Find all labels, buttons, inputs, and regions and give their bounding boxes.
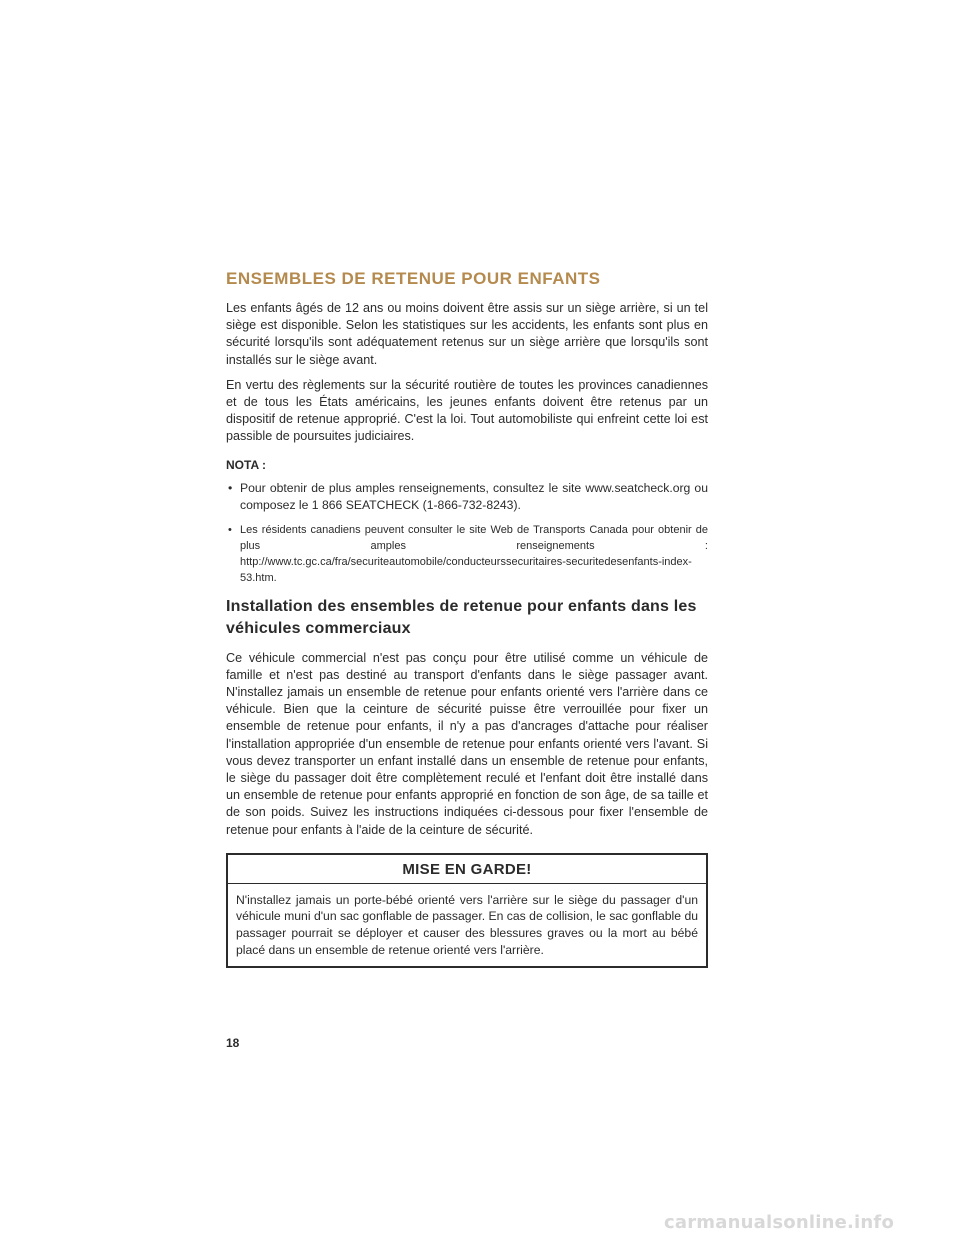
note-bullet-1 — [226, 480, 708, 514]
bullet-icon: • — [228, 523, 232, 536]
nota-label: NOTA : — [226, 457, 266, 472]
note-bullet-text: Pour obtenir de plus amples renseignements, consultez le site www.seatcheck.org ou composez le 1 866 SEATCHECK (1-866-732-8243). — [240, 480, 708, 512]
intro-paragraph-1: Les enfants âgés de 12 ans ou moins doivent être assis sur un siège arrière, si un tel siège est disponible. Selon les statistiques sur les accidents, les enfants sont plus en sécurité lorsqu'ils sont adéquatement retenus sur un siège arrière que lorsqu'ils sont installés sur le siège avant. — [226, 301, 708, 367]
intro-paragraph-2: En vertu des règlements sur la sécurité routière de toutes les provinces canadiennes et de tous les États américains, les jeunes enfants doivent être retenus par un dispositif de retenue approprié. C'est la loi. Tout automobiliste qui enfreint cette loi est passible de poursuites judiciaires. — [226, 377, 708, 444]
page-content — [226, 268, 708, 968]
note-bullet-2 — [226, 522, 708, 586]
warning-box — [226, 853, 708, 968]
subheading: Installation des ensembles de retenue pour enfants dans les véhicules commerciaux — [226, 597, 697, 637]
page-number: 18 — [226, 1036, 240, 1050]
section-title: ENSEMBLES DE RETENUE POUR ENFANTS — [226, 269, 601, 288]
note-bullet-text: Les résidents canadiens peuvent consulter le site Web de Transports Canada pour obtenir de plus amples renseignements : http://www.tc.gc.ca/fra/securiteautomobile/conducteurssecuritaires-securitedesenfants-index-53.htm. — [240, 523, 708, 584]
warning-body: N'installez jamais un porte-bébé orienté vers l'arrière sur le siège du passager d'un véhicule muni d'un sac gonflable de passager. En cas de collision, le sac gonflable du passager pourrait se déployer et causer des blessures graves ou la mort au bébé placé dans un ensemble de retenue orienté vers l'arrière. — [236, 892, 698, 957]
warning-title: MISE EN GARDE! — [228, 855, 706, 884]
bullet-icon: • — [228, 480, 233, 495]
watermark-logo: carmanualsonline.info — [664, 1212, 895, 1233]
commercial-paragraph: Ce véhicule commercial n'est pas conçu pour être utilisé comme un véhicule de famille et n'est pas destiné au transport d'enfants dans le siège passager avant. N'installez jamais un ensemble de retenue pour enfants orienté vers l'arrière dans ce véhicule. Bien que la ceinture de sécurité puisse être verrouillée pour fixer un ensemble de retenue pour enfants, il n'y a pas d'ancrages d'attache pour réaliser l'installation appropriée d'un ensemble de retenue pour enfants orienté vers l'avant. Si vous devez transporter un enfant installé dans un ensemble de retenue pour enfants, le siège du passager doit être complètement reculé et l'enfant doit être installé dans un ensemble de retenue pour enfants approprié en fonction de son âge, de sa taille et de son poids. Suivez les instructions indiquées ci-dessous pour fixer l'ensemble de retenue pour enfants à l'aide de la ceinture de sécurité. — [226, 650, 708, 837]
